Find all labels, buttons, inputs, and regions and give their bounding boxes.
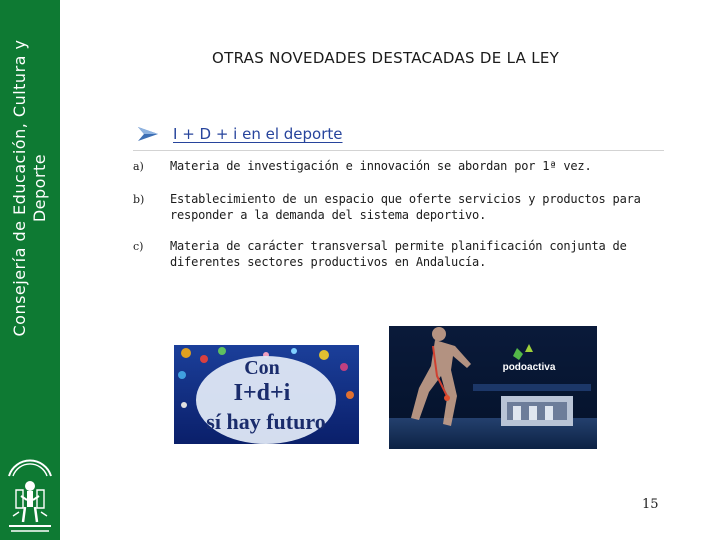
list-item — [133, 158, 664, 174]
list-item — [133, 238, 664, 270]
image-text-idi: I+d+i — [233, 380, 291, 406]
image-brand-text: podoactiva — [502, 362, 556, 373]
list-item — [133, 191, 664, 223]
list-item-letter: b) — [133, 193, 145, 206]
andalucia-emblem-icon — [3, 446, 57, 538]
list-item-letter: c) — [133, 240, 144, 253]
image-text-future: sí hay futuro — [206, 409, 326, 434]
list-item-text: Establecimiento de un espacio que oferte servicios y productos para responder a la demanda del sistema deportivo. — [170, 192, 641, 222]
sidebar — [0, 0, 60, 540]
image-text-con: Con — [244, 357, 280, 379]
sidebar-title — [2, 0, 58, 376]
sidebar-title-line1: Consejería de Educación, Cultura y — [10, 39, 29, 337]
arrow-bullet-icon — [137, 126, 159, 142]
list-item-text: Materia de carácter transversal permite planificación conjunta de diferentes sectores productivos en Andalucía. — [170, 239, 627, 269]
subheading — [137, 125, 343, 143]
list-item-text: Materia de investigación e innovación se abordan por 1ª vez. — [170, 159, 592, 173]
idi-future-image — [174, 345, 359, 444]
subheading-text: I + D + i en el deporte — [173, 125, 343, 143]
divider — [133, 150, 664, 151]
page-number: 15 — [642, 497, 659, 512]
list-item-letter: a) — [133, 160, 144, 173]
page-title: OTRAS NOVEDADES DESTACADAS DE LA LEY — [212, 49, 560, 67]
podoactiva-image — [389, 326, 597, 449]
sidebar-title-line2: Deporte — [30, 153, 49, 223]
